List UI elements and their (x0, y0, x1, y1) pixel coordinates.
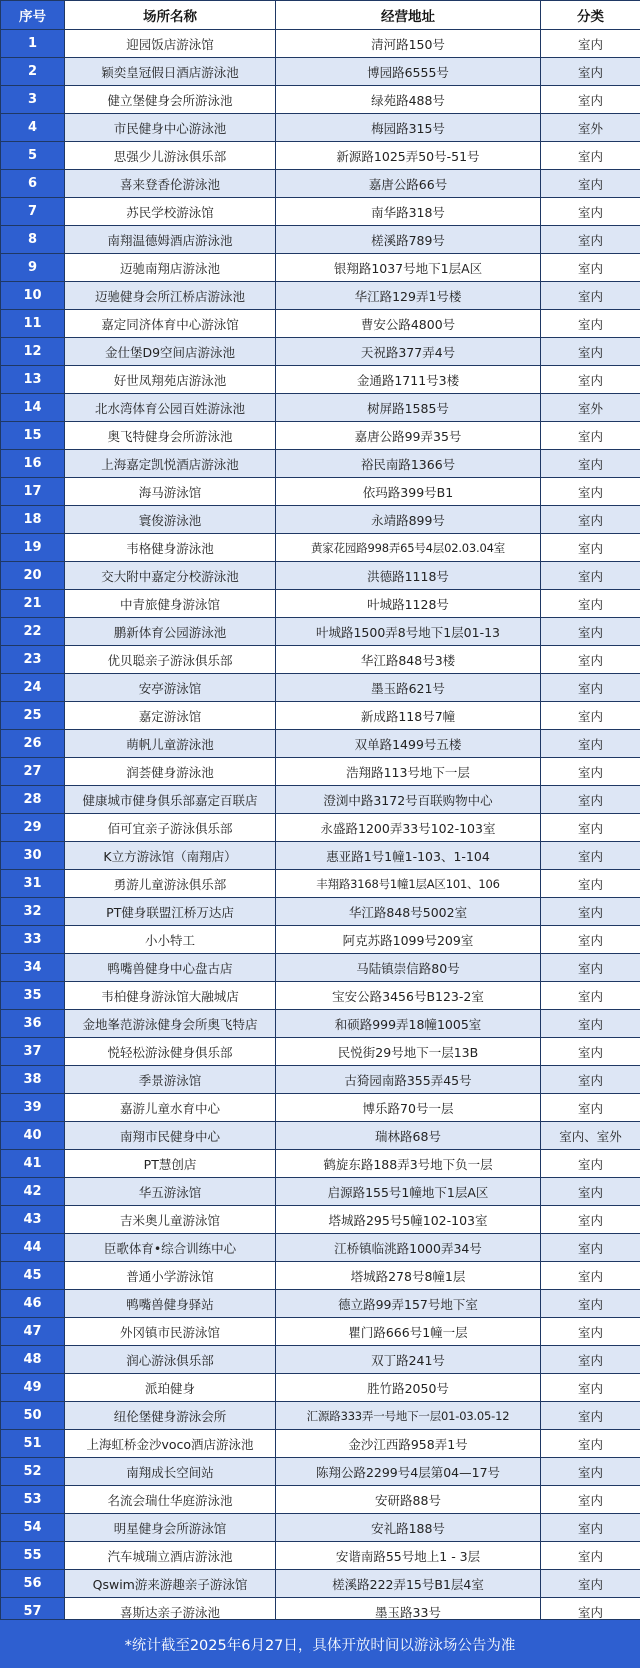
table-row (1, 198, 640, 226)
table-row (1, 926, 640, 954)
row-seq: 10 (1, 282, 65, 310)
row-seq: 13 (1, 366, 65, 394)
row-venue-name: 华五游泳馆 (65, 1178, 276, 1206)
row-seq: 22 (1, 618, 65, 646)
row-address: 槎溪路789号 (276, 226, 541, 254)
row-venue-name: 迎园饭店游泳馆 (65, 30, 276, 58)
row-category: 室内 (541, 982, 640, 1010)
row-venue-name: 季景游泳馆 (65, 1066, 276, 1094)
row-seq: 9 (1, 254, 65, 282)
row-address: 陈翔公路2299号4层第04—17号 (276, 1458, 541, 1486)
row-venue-name: 海马游泳馆 (65, 478, 276, 506)
row-venue-name: 颖奕皇冠假日酒店游泳池 (65, 58, 276, 86)
row-address: 叶城路1128号 (276, 590, 541, 618)
row-seq: 30 (1, 842, 65, 870)
row-seq: 52 (1, 1458, 65, 1486)
row-seq: 28 (1, 786, 65, 814)
table-row (1, 786, 640, 814)
row-seq: 49 (1, 1374, 65, 1402)
row-seq: 36 (1, 1010, 65, 1038)
row-venue-name: 润荟健身游泳池 (65, 758, 276, 786)
row-category: 室外 (541, 114, 640, 142)
table-row (1, 30, 640, 58)
row-category: 室内 (541, 478, 640, 506)
row-address: 瑞林路68号 (276, 1122, 541, 1150)
row-venue-name: 奥飞特健身会所游泳池 (65, 422, 276, 450)
header-seq: 序号 (1, 1, 65, 30)
table-row (1, 478, 640, 506)
row-seq: 32 (1, 898, 65, 926)
row-venue-name: 悦轻松游泳健身俱乐部 (65, 1038, 276, 1066)
row-seq: 19 (1, 534, 65, 562)
row-venue-name: 普通小学游泳馆 (65, 1262, 276, 1290)
row-address: 和硕路999弄18幢1005室 (276, 1010, 541, 1038)
row-category: 室内 (541, 898, 640, 926)
row-address: 梅园路315号 (276, 114, 541, 142)
row-address: 江桥镇临洮路1000弄34号 (276, 1234, 541, 1262)
row-category: 室内 (541, 842, 640, 870)
row-venue-name: 迈驰南翔店游泳池 (65, 254, 276, 282)
table-row (1, 590, 640, 618)
row-venue-name: 小小特工 (65, 926, 276, 954)
row-venue-name: 北水湾体育公园百姓游泳池 (65, 394, 276, 422)
row-category: 室内 (541, 86, 640, 114)
row-seq: 26 (1, 730, 65, 758)
row-venue-name: 勇游儿童游泳俱乐部 (65, 870, 276, 898)
row-seq: 17 (1, 478, 65, 506)
row-category: 室内 (541, 646, 640, 674)
row-venue-name: 嘉游儿童水育中心 (65, 1094, 276, 1122)
table-row (1, 366, 640, 394)
row-venue-name: 吉米奥儿童游泳馆 (65, 1206, 276, 1234)
header-address: 经营地址 (276, 1, 541, 30)
table-row (1, 1122, 640, 1150)
row-category: 室内 (541, 814, 640, 842)
row-address: 华江路129弄1号楼 (276, 282, 541, 310)
row-venue-name: 上海嘉定凯悦酒店游泳池 (65, 450, 276, 478)
row-address: 永靖路899号 (276, 506, 541, 534)
row-seq: 51 (1, 1430, 65, 1458)
row-category: 室内 (541, 1234, 640, 1262)
row-seq: 46 (1, 1290, 65, 1318)
row-address: 塔城路295号5幢102-103室 (276, 1206, 541, 1234)
row-seq: 12 (1, 338, 65, 366)
row-category: 室内 (541, 618, 640, 646)
row-seq: 21 (1, 590, 65, 618)
table-row (1, 282, 640, 310)
row-category: 室内 (541, 1066, 640, 1094)
row-venue-name: 交大附中嘉定分校游泳池 (65, 562, 276, 590)
row-category: 室内 (541, 562, 640, 590)
row-venue-name: 寰俊游泳池 (65, 506, 276, 534)
row-category: 室内 (541, 1290, 640, 1318)
row-address: 永盛路1200弄33号102-103室 (276, 814, 541, 842)
row-address: 嘉唐公路66号 (276, 170, 541, 198)
row-venue-name: 迈驰健身会所江桥店游泳池 (65, 282, 276, 310)
row-venue-name: 南翔温德姆酒店游泳池 (65, 226, 276, 254)
row-venue-name: 喜来登香伦游泳池 (65, 170, 276, 198)
row-seq: 7 (1, 198, 65, 226)
row-venue-name: 上海虹桥金沙voco酒店游泳池 (65, 1430, 276, 1458)
table-row (1, 254, 640, 282)
table-row (1, 1458, 640, 1486)
row-seq: 29 (1, 814, 65, 842)
row-seq: 48 (1, 1346, 65, 1374)
table-row (1, 1402, 640, 1430)
table-row (1, 506, 640, 534)
row-address: 博园路6555号 (276, 58, 541, 86)
table-row (1, 954, 640, 982)
row-category: 室内 (541, 786, 640, 814)
row-category: 室内 (541, 1374, 640, 1402)
table-row (1, 534, 640, 562)
table-row (1, 394, 640, 422)
row-address: 浩翔路113号地下一层 (276, 758, 541, 786)
row-category: 室内 (541, 1262, 640, 1290)
row-category: 室内 (541, 226, 640, 254)
table-row (1, 1514, 640, 1542)
row-category: 室内 (541, 1458, 640, 1486)
row-address: 清河路150号 (276, 30, 541, 58)
row-venue-name: 鸭嘴兽健身驿站 (65, 1290, 276, 1318)
row-seq: 41 (1, 1150, 65, 1178)
row-category: 室内 (541, 730, 640, 758)
header-name: 场所名称 (65, 1, 276, 30)
table-body (1, 30, 640, 1626)
row-address: 树屏路1585号 (276, 394, 541, 422)
table-row (1, 58, 640, 86)
table-row (1, 310, 640, 338)
table-row (1, 1150, 640, 1178)
row-address: 宝安公路3456号B123-2室 (276, 982, 541, 1010)
row-category: 室内 (541, 1178, 640, 1206)
row-seq: 39 (1, 1094, 65, 1122)
row-address: 双丁路241号 (276, 1346, 541, 1374)
row-seq: 35 (1, 982, 65, 1010)
table-row (1, 450, 640, 478)
row-address: 鹤旋东路188弄3号地下负一层 (276, 1150, 541, 1178)
row-venue-name: 思强少儿游泳俱乐部 (65, 142, 276, 170)
row-address: 依玛路399号B1 (276, 478, 541, 506)
row-address: 金通路1711号3楼 (276, 366, 541, 394)
row-category: 室内 (541, 1402, 640, 1430)
row-seq: 44 (1, 1234, 65, 1262)
row-seq: 55 (1, 1542, 65, 1570)
row-category: 室内 (541, 1010, 640, 1038)
row-address: 启源路155号1幢地下1层A区 (276, 1178, 541, 1206)
row-category: 室内 (541, 1514, 640, 1542)
row-category: 室内 (541, 1038, 640, 1066)
row-address: 博乐路70号一层 (276, 1094, 541, 1122)
row-category: 室内、室外 (541, 1122, 640, 1150)
row-address: 古猗园南路355弄45号 (276, 1066, 541, 1094)
table-row (1, 1346, 640, 1374)
row-venue-name: 纽伦堡健身游泳会所 (65, 1402, 276, 1430)
table-row (1, 1374, 640, 1402)
row-category: 室内 (541, 870, 640, 898)
row-venue-name: 佰可宜亲子游泳俱乐部 (65, 814, 276, 842)
row-venue-name: 名流会瑞仕华庭游泳池 (65, 1486, 276, 1514)
row-address: 双单路1499号五楼 (276, 730, 541, 758)
row-address: 墨玉路621号 (276, 674, 541, 702)
row-category: 室内 (541, 1094, 640, 1122)
table-row (1, 1010, 640, 1038)
table-row (1, 870, 640, 898)
row-address: 瞿门路666号1幢一层 (276, 1318, 541, 1346)
row-seq: 43 (1, 1206, 65, 1234)
row-category: 室内 (541, 142, 640, 170)
row-seq: 15 (1, 422, 65, 450)
row-category: 室内 (541, 1486, 640, 1514)
table-row (1, 814, 640, 842)
row-address: 民悦街29号地下一层13B (276, 1038, 541, 1066)
table-row (1, 758, 640, 786)
row-category: 室内 (541, 338, 640, 366)
row-address: 安谐南路55号地上1 - 3层 (276, 1542, 541, 1570)
row-venue-name: PT慧创店 (65, 1150, 276, 1178)
row-venue-name: 中青旅健身游泳馆 (65, 590, 276, 618)
row-venue-name: 鸭嘴兽健身中心盘古店 (65, 954, 276, 982)
table-row (1, 1542, 640, 1570)
table-row (1, 730, 640, 758)
table-row (1, 170, 640, 198)
row-venue-name: 市民健身中心游泳池 (65, 114, 276, 142)
row-address: 胜竹路2050号 (276, 1374, 541, 1402)
header-category: 分类 (541, 1, 640, 30)
row-address: 天祝路377弄4号 (276, 338, 541, 366)
row-seq: 4 (1, 114, 65, 142)
table-row (1, 1430, 640, 1458)
row-category: 室内 (541, 366, 640, 394)
row-category: 室内 (541, 954, 640, 982)
row-venue-name: 嘉定同济体育中心游泳馆 (65, 310, 276, 338)
row-venue-name: 金仕堡D9空间店游泳池 (65, 338, 276, 366)
row-category: 室内 (541, 1318, 640, 1346)
row-seq: 40 (1, 1122, 65, 1150)
table-row (1, 226, 640, 254)
row-category: 室内 (541, 310, 640, 338)
table-row (1, 142, 640, 170)
row-category: 室内 (541, 1542, 640, 1570)
row-address: 塔城路278号8幢1层 (276, 1262, 541, 1290)
row-address: 华江路848号5002室 (276, 898, 541, 926)
row-venue-name: 健康城市健身俱乐部嘉定百联店 (65, 786, 276, 814)
row-category: 室内 (541, 170, 640, 198)
row-venue-name: 南翔市民健身中心 (65, 1122, 276, 1150)
row-category: 室内 (541, 30, 640, 58)
table-row (1, 646, 640, 674)
row-venue-name: 鹏新体育公园游泳池 (65, 618, 276, 646)
row-venue-name: 安亭游泳馆 (65, 674, 276, 702)
row-category: 室内 (541, 254, 640, 282)
table-row (1, 1094, 640, 1122)
row-address: 马陆镇崇信路80号 (276, 954, 541, 982)
row-venue-name: 嘉定游泳馆 (65, 702, 276, 730)
table-row (1, 1066, 640, 1094)
row-address: 叶城路1500弄8号地下1层01-13 (276, 618, 541, 646)
footer-note: *统计截至2025年6月27日，具体开放时间以游泳场公告为准 (0, 1619, 640, 1668)
row-seq: 37 (1, 1038, 65, 1066)
row-seq: 50 (1, 1402, 65, 1430)
row-venue-name: 健立堡健身会所游泳池 (65, 86, 276, 114)
table-row (1, 1570, 640, 1598)
row-seq: 57 (1, 1598, 65, 1626)
row-address: 银翔路1037号地下1层A区 (276, 254, 541, 282)
row-address: 南华路318号 (276, 198, 541, 226)
table-row (1, 1038, 640, 1066)
row-address: 槎溪路222弄15号B1层4室 (276, 1570, 541, 1598)
table-row (1, 422, 640, 450)
row-seq: 34 (1, 954, 65, 982)
table-header-row (1, 1, 640, 30)
row-seq: 47 (1, 1318, 65, 1346)
table-row (1, 86, 640, 114)
table-row (1, 842, 640, 870)
row-venue-name: 汽车城瑞立酒店游泳池 (65, 1542, 276, 1570)
row-seq: 45 (1, 1262, 65, 1290)
row-venue-name: 臣歌体育•综合训练中心 (65, 1234, 276, 1262)
row-address: 墨玉路33号 (276, 1598, 541, 1626)
row-venue-name: PT健身联盟江桥万达店 (65, 898, 276, 926)
table-row (1, 1206, 640, 1234)
row-venue-name: 好世凤翔苑店游泳池 (65, 366, 276, 394)
row-category: 室内 (541, 198, 640, 226)
table-row (1, 1262, 640, 1290)
row-address: 嘉唐公路99弄35号 (276, 422, 541, 450)
row-seq: 27 (1, 758, 65, 786)
row-category: 室内 (541, 1570, 640, 1598)
row-seq: 53 (1, 1486, 65, 1514)
row-seq: 8 (1, 226, 65, 254)
row-category: 室外 (541, 394, 640, 422)
table-row (1, 562, 640, 590)
row-seq: 5 (1, 142, 65, 170)
row-category: 室内 (541, 674, 640, 702)
row-address: 安研路88号 (276, 1486, 541, 1514)
row-venue-name: 韦柏健身游泳馆大融城店 (65, 982, 276, 1010)
row-category: 室内 (541, 1150, 640, 1178)
row-address: 惠亚路1号1幢1-103、1-104 (276, 842, 541, 870)
table-row (1, 1178, 640, 1206)
row-seq: 3 (1, 86, 65, 114)
row-address: 澄浏中路3172号百联购物中心 (276, 786, 541, 814)
row-seq: 33 (1, 926, 65, 954)
row-address: 安礼路188号 (276, 1514, 541, 1542)
table-row (1, 1234, 640, 1262)
table-row (1, 338, 640, 366)
row-category: 室内 (541, 926, 640, 954)
table-row (1, 1290, 640, 1318)
row-seq: 11 (1, 310, 65, 338)
row-venue-name: 萌帆儿童游泳池 (65, 730, 276, 758)
table-row (1, 982, 640, 1010)
row-venue-name: K立方游泳馆（南翔店） (65, 842, 276, 870)
row-seq: 20 (1, 562, 65, 590)
row-seq: 56 (1, 1570, 65, 1598)
row-seq: 42 (1, 1178, 65, 1206)
row-venue-name: 苏民学校游泳馆 (65, 198, 276, 226)
row-venue-name: 明星健身会所游泳馆 (65, 1514, 276, 1542)
row-seq: 25 (1, 702, 65, 730)
row-seq: 24 (1, 674, 65, 702)
row-category: 室内 (541, 1346, 640, 1374)
table-row (1, 1318, 640, 1346)
row-seq: 31 (1, 870, 65, 898)
row-category: 室内 (541, 534, 640, 562)
row-venue-name: 金地峯范游泳健身会所奥飞特店 (65, 1010, 276, 1038)
row-address: 绿苑路488号 (276, 86, 541, 114)
row-venue-name: 韦格健身游泳池 (65, 534, 276, 562)
row-seq: 38 (1, 1066, 65, 1094)
row-category: 室内 (541, 58, 640, 86)
row-seq: 14 (1, 394, 65, 422)
row-address: 曹安公路4800号 (276, 310, 541, 338)
row-address: 黄家花园路998弄65号4层02.03.04室 (276, 534, 541, 562)
row-address: 华江路848号3楼 (276, 646, 541, 674)
row-category: 室内 (541, 282, 640, 310)
row-category: 室内 (541, 1206, 640, 1234)
row-venue-name: 派珀健身 (65, 1374, 276, 1402)
row-seq: 6 (1, 170, 65, 198)
row-category: 室内 (541, 450, 640, 478)
row-address: 新源路1025弄50号-51号 (276, 142, 541, 170)
row-address: 德立路99弄157号地下室 (276, 1290, 541, 1318)
row-venue-name: 外冈镇市民游泳馆 (65, 1318, 276, 1346)
row-venue-name: 喜斯达亲子游泳池 (65, 1598, 276, 1626)
table-row (1, 702, 640, 730)
row-address: 裕民南路1366号 (276, 450, 541, 478)
row-category: 室内 (541, 1430, 640, 1458)
row-seq: 2 (1, 58, 65, 86)
table-row (1, 618, 640, 646)
row-category: 室内 (541, 758, 640, 786)
row-seq: 1 (1, 30, 65, 58)
row-seq: 54 (1, 1514, 65, 1542)
table-row (1, 114, 640, 142)
row-address: 阿克苏路1099号209室 (276, 926, 541, 954)
row-venue-name: 润心游泳俱乐部 (65, 1346, 276, 1374)
row-address: 丰翔路3168号1幢1层A区101、106 (276, 870, 541, 898)
row-address: 汇源路333弄一号地下一层01-03.05-12 (276, 1402, 541, 1430)
row-category: 室内 (541, 506, 640, 534)
row-category: 室内 (541, 422, 640, 450)
row-seq: 18 (1, 506, 65, 534)
row-category: 室内 (541, 1598, 640, 1626)
table-row (1, 898, 640, 926)
row-category: 室内 (541, 702, 640, 730)
row-seq: 16 (1, 450, 65, 478)
row-venue-name: Qswim游来游趣亲子游泳馆 (65, 1570, 276, 1598)
table-row (1, 674, 640, 702)
row-address: 金沙江西路958弄1号 (276, 1430, 541, 1458)
row-category: 室内 (541, 590, 640, 618)
row-address: 新成路118号7幢 (276, 702, 541, 730)
row-venue-name: 优贝聪亲子游泳俱乐部 (65, 646, 276, 674)
row-address: 洪德路1118号 (276, 562, 541, 590)
row-seq: 23 (1, 646, 65, 674)
table-row (1, 1486, 640, 1514)
row-venue-name: 南翔成长空间站 (65, 1458, 276, 1486)
